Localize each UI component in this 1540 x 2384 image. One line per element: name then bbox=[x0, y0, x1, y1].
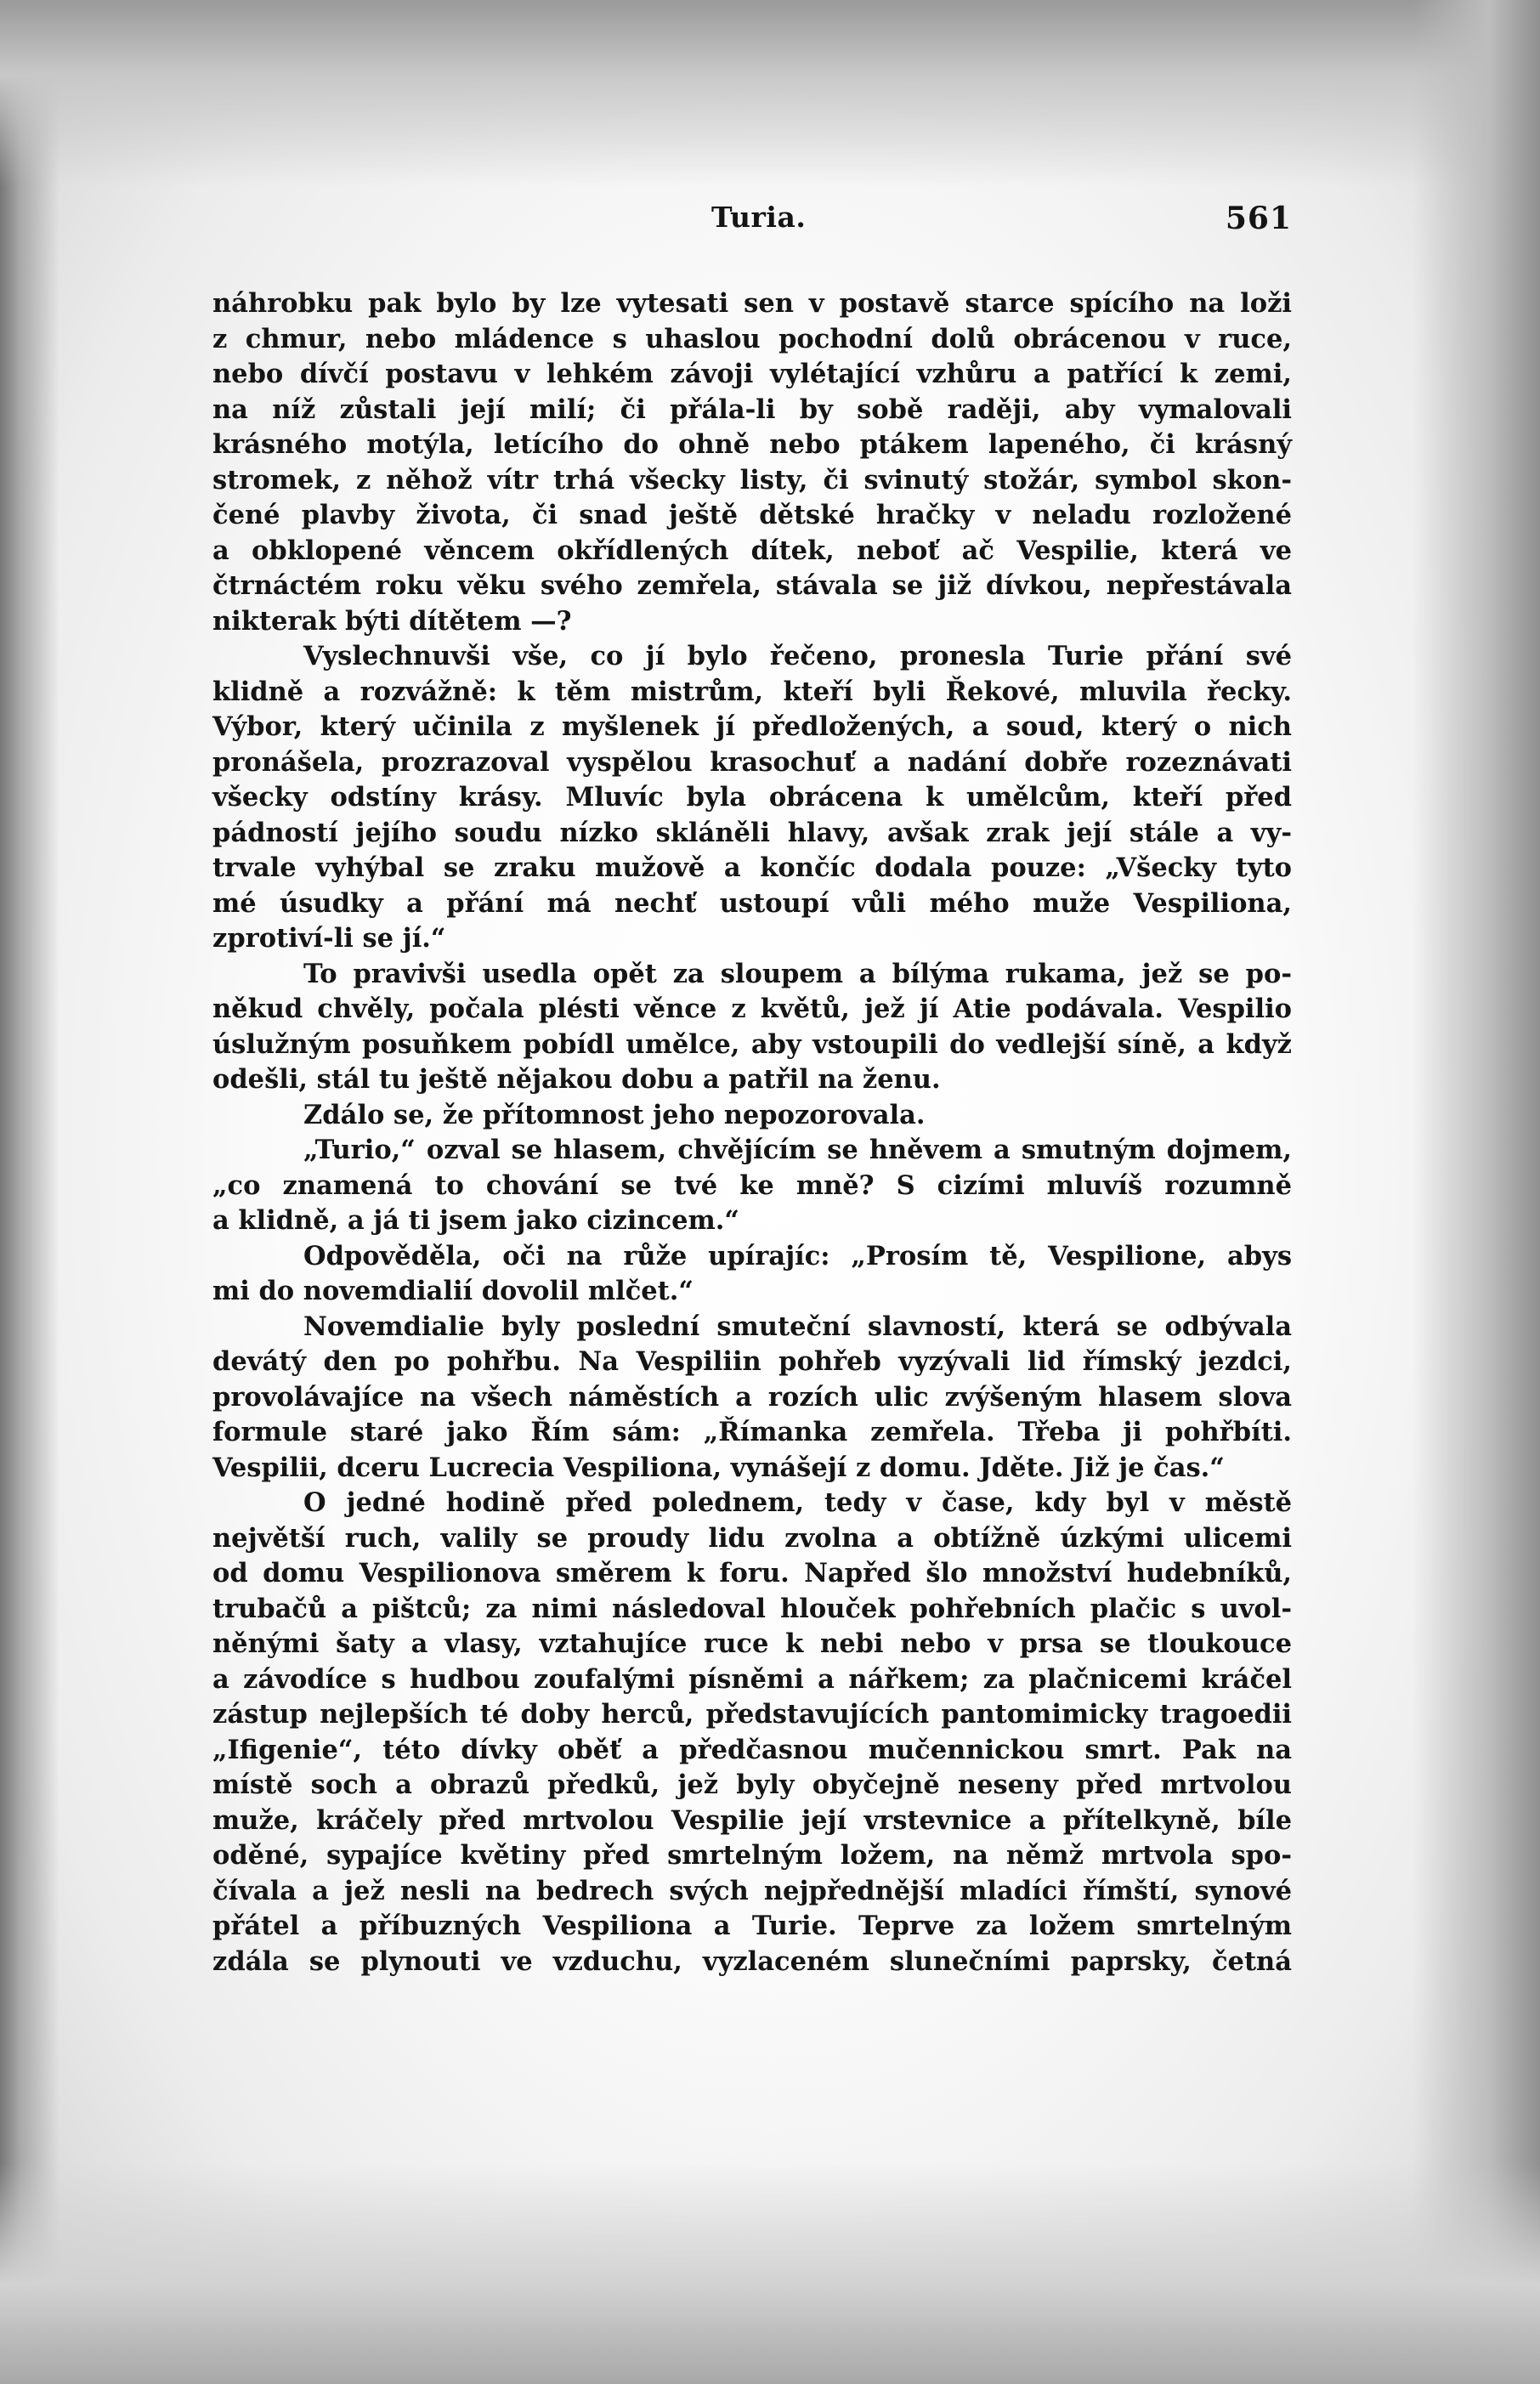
text-line: z chmur, nebo mládence s uhaslou pochodní dolů obrácenou v ruce, bbox=[212, 323, 1292, 354]
text-line: O jedné hodině před polednem, tedy v čase, kdy byl v městě bbox=[303, 1487, 1292, 1518]
text-line: přátel a příbuzných Vespiliona a Turie. Teprve za ložem smrtelným bbox=[212, 1911, 1292, 1941]
text-line: To pravivši usedla opět za sloupem a bílýma rukama, jež se po- bbox=[303, 958, 1292, 989]
text-line: Výbor, který učinila z myšlenek jí předložených, a soud, který o nich bbox=[212, 711, 1292, 742]
text-line: od domu Vespilionova směrem k foru. Napřed šlo množství hudebníků, bbox=[212, 1558, 1292, 1588]
text-line: čívala a jež nesli na bedrech svých nejpřednější mladíci římští, synové bbox=[212, 1875, 1292, 1906]
text-line: Vyslechnuvši vše, co jí bylo řečeno, pronesla Turie přání své bbox=[303, 641, 1292, 671]
text-line: čené plavby života, či snad ještě dětské hračky v neladu rozložené bbox=[212, 500, 1292, 530]
text-line: všecky odstíny krásy. Mluvíc byla obrácena k umělcům, kteří před bbox=[212, 782, 1292, 813]
text-line: mé úsudky a přání má nechť ustoupí vůli mého muže Vespiliona, bbox=[212, 887, 1292, 919]
text-line: devátý den po pohřbu. Na Vespiliin pohřeb vyzývali lid římský jezdci, bbox=[212, 1346, 1292, 1377]
running-header bbox=[212, 201, 1292, 248]
text-line: pádností jejího soudu nízko skláněli hlavy, avšak zrak její stále a vy- bbox=[212, 817, 1292, 848]
text-line: zprotiví-li se jí.“ bbox=[212, 923, 446, 954]
text-line: a obklopené věncem okřídlených dítek, neboť ač Vespilie, která ve bbox=[212, 535, 1292, 566]
text-line: nikterak býti dítětem —? bbox=[212, 605, 572, 637]
scan-shadow-top bbox=[0, 0, 1540, 187]
text-line: oděné, sypajíce květiny před smrtelným ložem, na němž mrtvola spo- bbox=[212, 1840, 1292, 1871]
text-line: někud chvěly, počala plésti věnce z květů, jež jí Atie podávala. Vespilio bbox=[212, 994, 1292, 1024]
scan-shadow-bottom bbox=[0, 2163, 1540, 2384]
text-line: a závodíce s hudbou zoufalými písněmi a nářkem; za plačnicemi kráčel bbox=[212, 1663, 1292, 1695]
text-line: mi do novemdialií dovolil mlčet.“ bbox=[212, 1276, 694, 1306]
text-line: a klidně, a já ti jsem jako cizincem.“ bbox=[212, 1205, 739, 1236]
text-line: stromek, z něhož vítr trhá všecky listy, či svinutý stožár, symbol skon- bbox=[212, 464, 1292, 495]
text-line: něnými šaty a vlasy, vztahujíce ruce k nebi nebo v prsa se tloukouce bbox=[212, 1628, 1292, 1659]
text-line: na níž zůstali její milí; či přála-li by sobě raději, aby vymalovali bbox=[212, 394, 1292, 425]
scan-shadow-left bbox=[0, 0, 59, 2384]
text-line: krásného motýla, letícího do ohně nebo ptákem lapeného, či krásný bbox=[212, 429, 1292, 460]
text-line: náhrobku pak bylo by lze vytesati sen v postavě starce spícího na loži bbox=[212, 288, 1292, 319]
text-line: Odpověděla, oči na růže upírajíc: „Prosím tě, Vespilione, abys bbox=[303, 1240, 1292, 1271]
text-line: Zdálo se, že přítomnost jeho nepozorovala. bbox=[303, 1099, 926, 1130]
text-line: pronášela, prozrazoval vyspělou krasochuť a nadání dobře rozeznávati bbox=[212, 746, 1292, 778]
text-line: trvale vyhýbal se zraku mužově a končíc dodala pouze: „Všecky tyto bbox=[212, 852, 1292, 883]
text-line: nebo dívčí postavu v lehkém závoji vylétající vzhůru a patřící k zemi, bbox=[212, 359, 1292, 389]
text-line: trubačů a pištců; za nimi následoval hlouček pohřebních plačic s uvol- bbox=[212, 1593, 1292, 1624]
text-line: největší ruch, valily se proudy lidu zvolna a obtížně úzkými ulicemi bbox=[212, 1522, 1292, 1554]
running-title: Turia. bbox=[711, 201, 807, 234]
text-line: úslužným posuňkem pobídl umělce, aby vstoupili do vedlejší síně, a když bbox=[212, 1028, 1292, 1060]
text-line: odešli, stál tu ještě nějakou dobu a patřil na ženu. bbox=[212, 1064, 941, 1095]
text-line: provolávajíce na všech náměstích a rozích ulic zvýšeným hlasem slova bbox=[212, 1381, 1292, 1413]
text-line: čtrnáctém roku věku svého zemřela, stávala se již dívkou, nepřestávala bbox=[212, 570, 1292, 601]
text-line: zástup nejlepších té doby herců, představujících pantomimicky tragoedii bbox=[212, 1699, 1292, 1730]
text-line: muže, kráčely před mrtvolou Vespilie její vrstevnice a přítelkyně, bíle bbox=[212, 1804, 1292, 1836]
text-line: klidně a rozvážně: k těm mistrům, kteří byli Řekové, mluvila řecky. bbox=[212, 676, 1292, 707]
body-text bbox=[212, 286, 1292, 1979]
text-line: místě soch a obrazů předků, jež byly obyčejně neseny před mrtvolou bbox=[212, 1770, 1292, 1800]
text-line: formule staré jako Řím sám: „Římanka zemřela. Třeba ji pohřbíti. bbox=[212, 1417, 1292, 1447]
text-line: zdála se plynouti ve vzduchu, vyzlaceném slunečními paprsky, četná bbox=[212, 1945, 1292, 1977]
text-line: „Ifigenie“, této dívky oběť a předčasnou mučennickou smrt. Pak na bbox=[212, 1734, 1292, 1765]
text-line: Novemdialie byly poslední smuteční slavností, která se odbývala bbox=[303, 1311, 1292, 1342]
text-line: Vespilii, dceru Lucrecia Vespiliona, vynášejí z domu. Jděte. Již je čas.“ bbox=[212, 1452, 1225, 1483]
scan-shadow-right bbox=[1413, 0, 1540, 2384]
page-number: 561 bbox=[1225, 201, 1292, 236]
text-line: „Turio,“ ozval se hlasem, chvějícím se hněvem a smutným dojmem, bbox=[303, 1135, 1292, 1165]
text-line: „co znamená to chování se tvé ke mně? S cizími mluvíš rozumně bbox=[212, 1169, 1292, 1201]
